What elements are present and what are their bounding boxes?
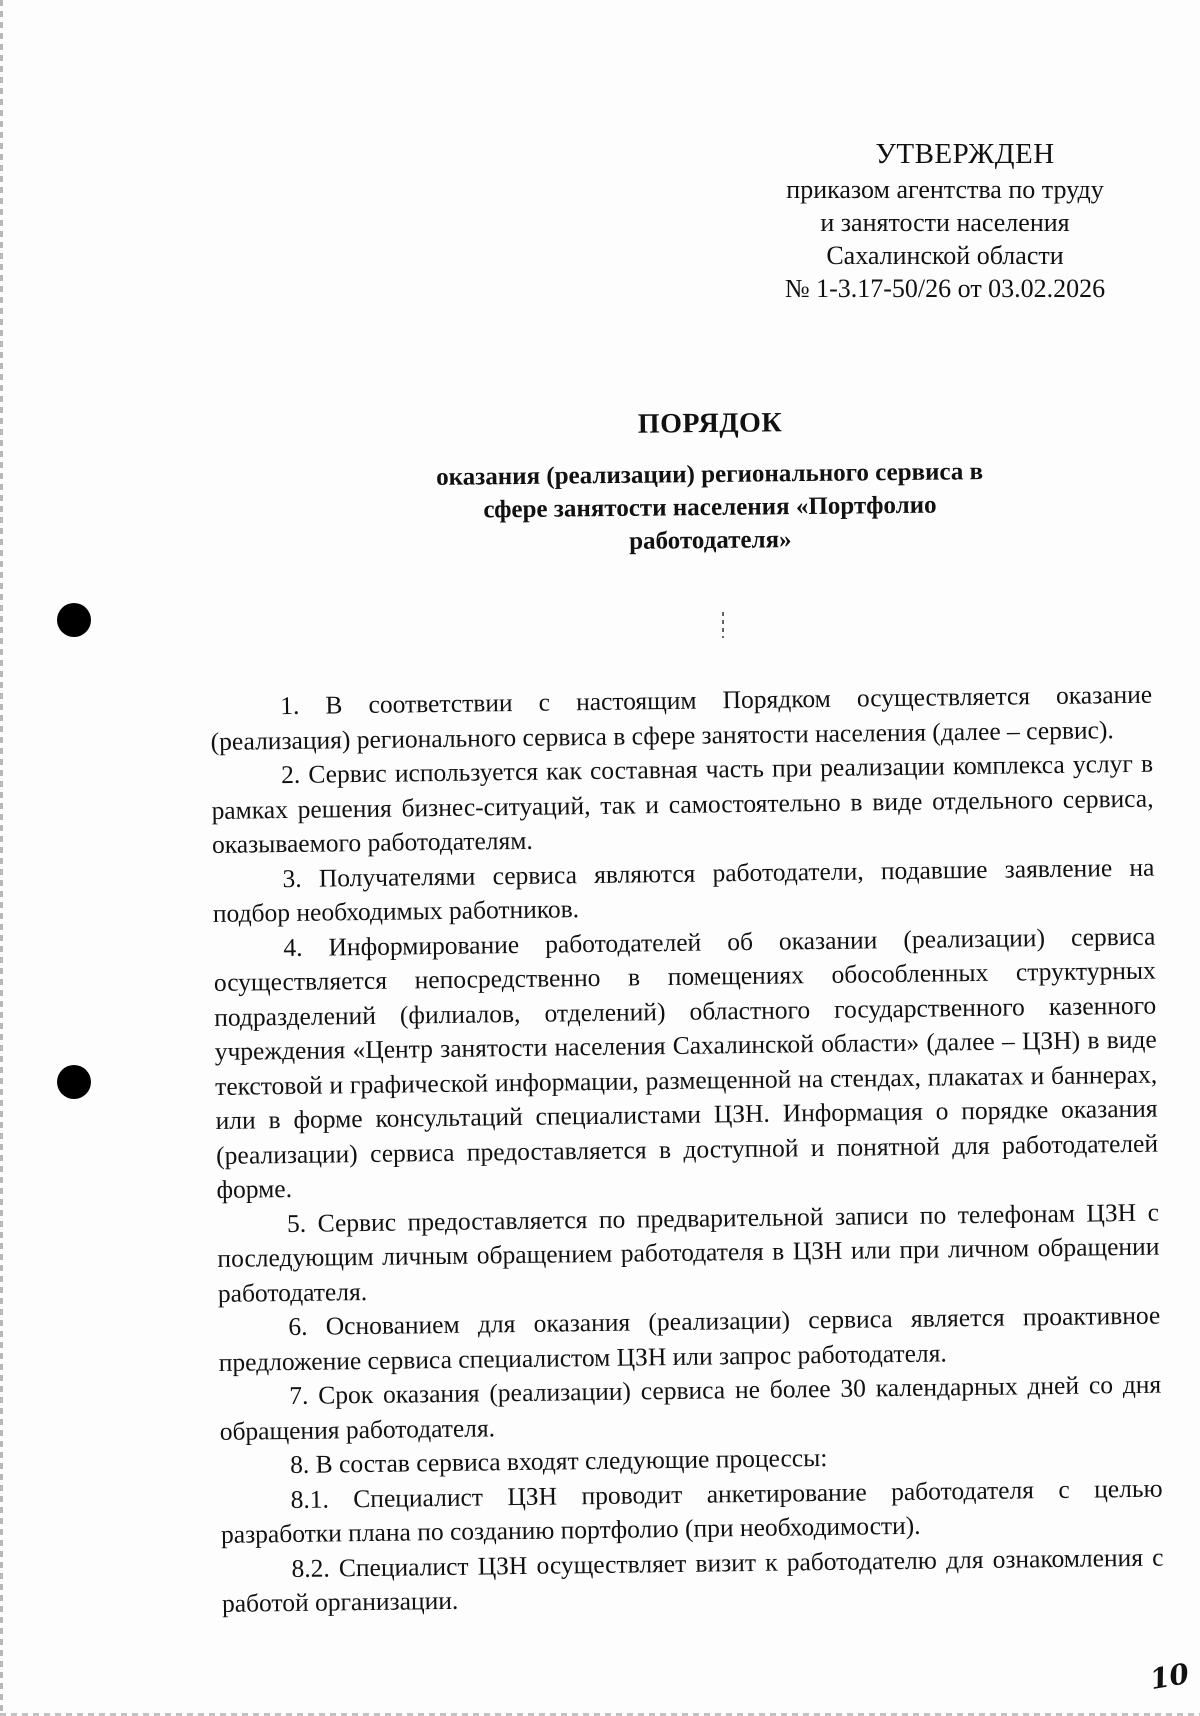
paragraph: 6. Основанием для оказания (реализации) сервиса является проактивное предложение сервиса специалистом ЦЗН или запрос работодателя. bbox=[218, 1300, 1161, 1377]
document-title: ПОРЯДОК bbox=[637, 407, 783, 440]
stray-scan-mark bbox=[722, 612, 724, 638]
paragraph: 3. Получателями сервиса являются работодатели, подавшие заявление на подбор необходимых работников. bbox=[212, 852, 1155, 928]
approval-line: приказом агентства по труду bbox=[786, 175, 1104, 204]
approval-line: Сахалинской области bbox=[826, 241, 1064, 270]
punch-hole-bottom bbox=[57, 1065, 91, 1099]
document-subtitle bbox=[360, 454, 1061, 560]
subtitle-line: сфере занятости населения «Портфолио bbox=[483, 491, 937, 524]
paragraph: 4. Информирование работодателей об оказании (реализации) сервиса осуществляется непосредственно в помещениях обособленных структурных подразделений (филиалов, отделений) областного государственного казенного учреждения «Центр занятости населения Сахалинской области» (далее – ЦЗН) в виде текстовой и графической информации, размещенной на стендах, плакатах и баннерах, или в форме консультаций специалистами ЦЗН. Информация о порядке оказания (реализации) сервиса предоставляется в доступной и понятной для работодателей форме. bbox=[213, 921, 1159, 1204]
approval-order-number: № 1-3.17-50/26 от 03.02.2026 bbox=[784, 274, 1106, 303]
handwritten-page-number: 10 bbox=[1147, 1656, 1192, 1697]
punch-hole-top bbox=[57, 603, 91, 637]
subtitle-line: оказания (реализации) регионального сервиса в bbox=[436, 458, 984, 491]
paragraph: 8.2. Специалист ЦЗН осуществляет визит к работодателю для ознакомления с работой организации. bbox=[221, 1542, 1164, 1618]
paragraph: 5. Сервис предоставляется по предварительной записи по телефонам ЦЗН с последующим личным обращением работодателя в ЦЗН или при личном обращении работодателя. bbox=[217, 1197, 1160, 1308]
subtitle-line: работодателя» bbox=[629, 526, 792, 555]
approval-block bbox=[740, 138, 1150, 305]
document-body bbox=[210, 678, 1164, 1622]
paragraph: 2. Сервис используется как составная часть при реализации комплекса услуг в рамках решения бизнес-ситуаций, так и самостоятельно в виде отдельного сервиса, оказываемого работодателям. bbox=[211, 748, 1154, 859]
approval-line: и занятости населения bbox=[820, 208, 1070, 237]
paragraph: 7. Срок оказания (реализации) сервиса не более 30 календарных дней со дня обращения работодателя. bbox=[219, 1369, 1162, 1446]
scan-left-edge bbox=[0, 0, 3, 1716]
paragraph: 1. В соответствии с настоящим Порядком осуществляется оказание (реализация) регионального сервиса в сфере занятости населения (далее – сервис). bbox=[210, 679, 1153, 756]
approval-title: УТВЕРЖДЕН bbox=[875, 138, 1055, 170]
paragraph: 8. В состав сервиса входят следующие процессы: bbox=[289, 1442, 828, 1480]
paragraph: 8.1. Специалист ЦЗН проводит анкетирование работодателя с целью разработки плана по созданию портфолио (при необходимости). bbox=[220, 1473, 1163, 1549]
